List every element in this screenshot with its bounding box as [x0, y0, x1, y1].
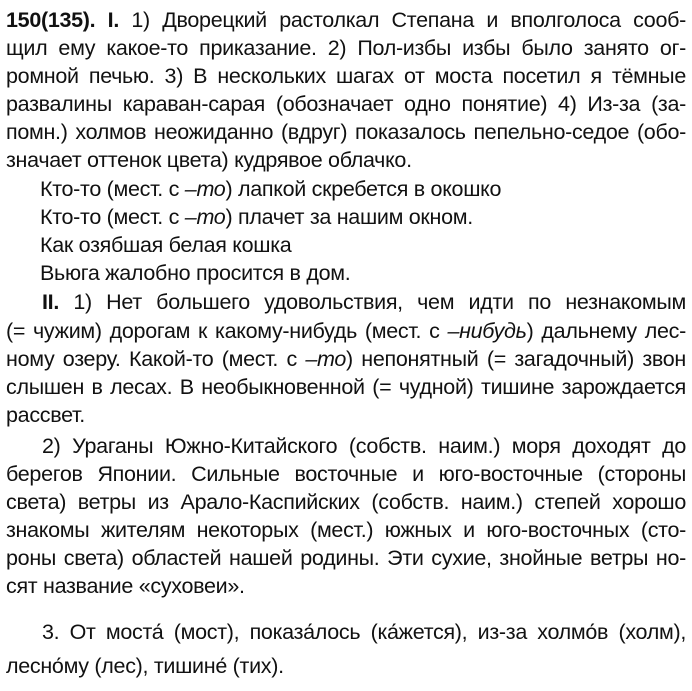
- text-run: щил ему какое-то приказание. 2) Пол-избы избы было занято ог-: [6, 36, 686, 60]
- text-run: ромной печью. 3) В нескольких шагах от моста посетил я тёмные: [6, 64, 686, 88]
- text-run: значает оттенок цвета) кудрявое облачко.: [6, 148, 412, 172]
- text-line: [40, 259, 686, 287]
- text-line: [6, 90, 686, 118]
- text-run: Кто-то (мест. с: [40, 205, 185, 229]
- text-run: слышен в лесах. В необыкновенной (= чудной) тишине зарождается: [6, 375, 686, 399]
- italic-suffix: –то: [184, 205, 226, 229]
- text-line: [6, 652, 686, 680]
- text-run: помн.) холмов неожиданно (вдруг) показалось пепельно-седое (обо-: [6, 120, 686, 144]
- text-run: 2) Ураганы Южно-Китайского (собств. наим.) моря доходят до: [42, 434, 686, 458]
- text-run: (= чужим) дорогам к какому-нибудь (мест. с: [6, 319, 448, 343]
- italic-suffix: –то: [305, 347, 347, 371]
- text-line: [42, 288, 686, 316]
- text-run: рассвет.: [6, 403, 85, 427]
- text-line: [42, 618, 686, 646]
- text-run: 3. От моста́ (мост), показа́лось (ка́жется), из-за холмо́в (холм),: [42, 620, 686, 644]
- text-run: 1) Нет большего удовольствия, чем идти по незнакомым: [59, 290, 686, 314]
- text-line: [6, 62, 686, 90]
- text-line: [6, 544, 686, 572]
- text-run: берегов Японии. Сильные восточные и юго-восточные (стороны: [6, 462, 686, 486]
- text-line: [6, 317, 686, 345]
- text-run: света) ветры из Арало-Каспийских (собств. наим.) степей хорошо: [6, 490, 686, 514]
- text-run: ) плачет за нашим окном.: [225, 205, 473, 229]
- text-run: ) дальнему лес-: [526, 319, 686, 343]
- text-line: [6, 572, 686, 600]
- text-line: [6, 34, 686, 62]
- text-run: Как озябшая белая кошка: [40, 233, 292, 257]
- text-run: развалины караван-сарая (обозначает одно понятие) 4) Из-за (за-: [6, 92, 686, 116]
- text-run: ) непонятный (= загадочный) звон: [346, 347, 686, 371]
- text-line: [42, 432, 686, 460]
- italic-suffix: –нибудь: [447, 319, 527, 343]
- text-line: [6, 488, 686, 516]
- exercise-label: II.: [42, 290, 60, 314]
- text-line: [6, 6, 686, 34]
- text-line: [6, 118, 686, 146]
- italic-suffix: –то: [184, 177, 226, 201]
- text-line: [6, 146, 686, 174]
- text-line: [6, 401, 686, 429]
- text-line: [6, 345, 686, 373]
- exercise-label: 150(135). I.: [6, 8, 120, 32]
- text-run: ) лапкой скребется в окошко: [225, 177, 502, 201]
- text-line: [6, 460, 686, 488]
- text-line: [40, 175, 686, 203]
- text-run: знакомы жителям некоторых (мест.) южных и юго-восточных (сто-: [6, 518, 686, 542]
- text-line: [40, 203, 686, 231]
- text-line: [6, 373, 686, 401]
- text-run: Кто-то (мест. с: [40, 177, 185, 201]
- text-run: лесно́му (лес), тишине́ (тих).: [6, 654, 284, 678]
- text-run: 1) Дворецкий растолкал Степана и вполголоса сооб-: [119, 8, 686, 32]
- text-run: Вьюга жалобно просится в дом.: [40, 261, 351, 285]
- text-run: роны света) областей нашей родины. Эти сухие, знойные ветры но-: [6, 546, 686, 570]
- text-run: сят название «суховеи».: [6, 574, 245, 598]
- text-line: [6, 516, 686, 544]
- text-run: ному озеру. Какой-то (мест. с: [6, 347, 306, 371]
- text-line: [40, 231, 686, 259]
